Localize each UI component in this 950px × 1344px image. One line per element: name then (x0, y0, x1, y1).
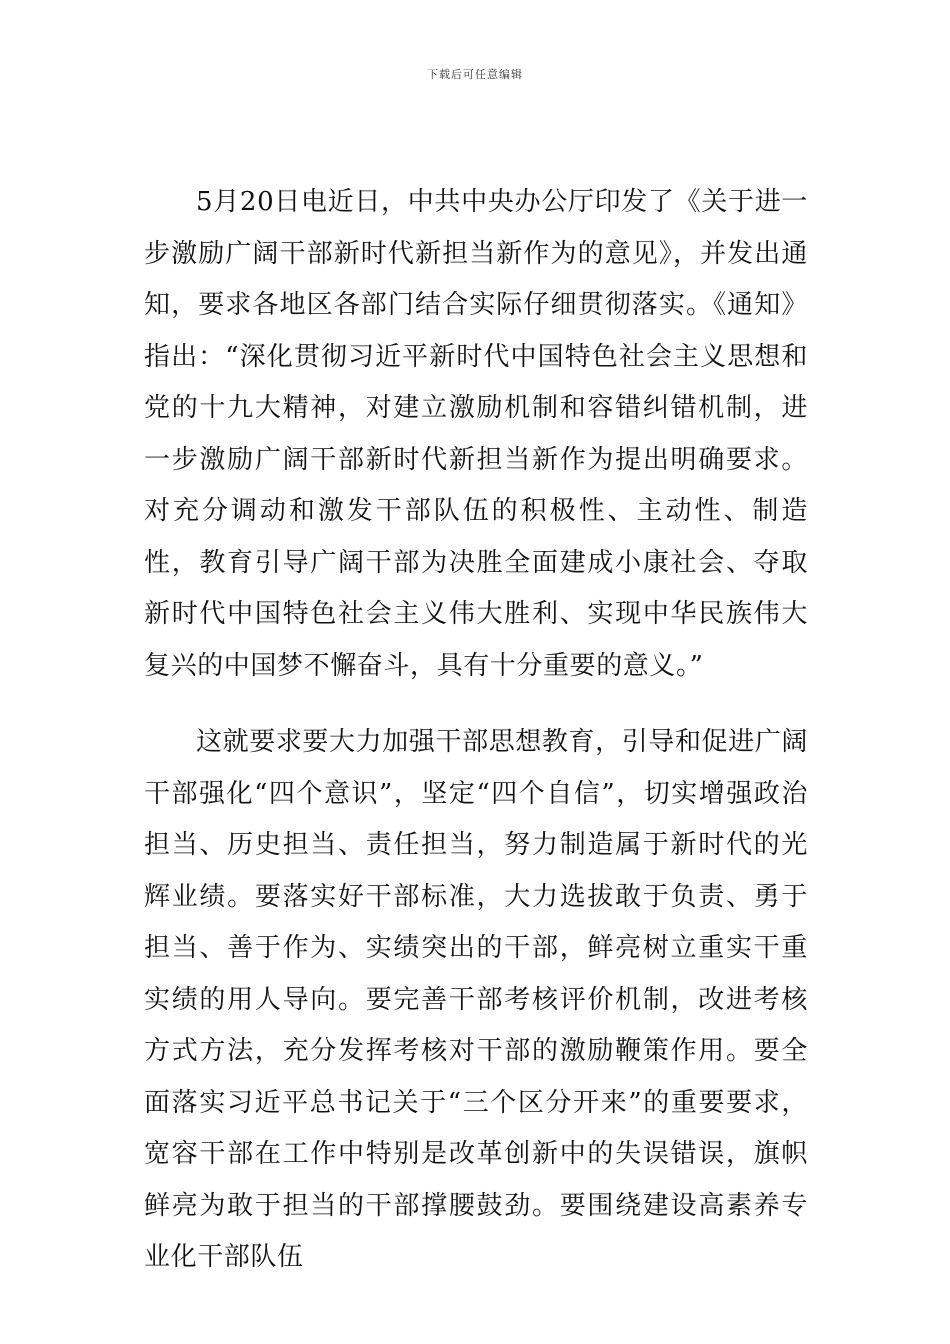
body-paragraph: 这就要求要大力加强干部思想教育，引导和促进广阔干部强化“四个意识”，坚定“四个自信”，切实增强政治担当、历史担当、责任担当，努力制造属于新时代的光辉业绩。要落实好干部标准，大力选拔敢于负责、勇于担当、善于作为、实绩突出的干部，鲜亮树立重实干重实绩的用人导向。要完善干部考核评价机制，改进考核方式方法，充分发挥考核对干部的激励鞭策作用。要全面落实习近平总书记关于“三个区分开来”的重要要求，宽容干部在工作中特别是改革创新中的失误错误，旗帜鲜亮为敢于担当的干部撑腰鼓劲。要围绕建设高素养专业化干部队伍 (144, 727, 808, 1272)
body-paragraph: 5月20日电近日，中共中央办公厅印发了《关于进一步激励广阔干部新时代新担当新作为的意见》，并发出通知，要求各地区各部门结合实际仔细贯彻落实。《通知》指出：“深化贯彻习近平新时代中国特色社会主义思想和党的十九大精神，对建立激励机制和容错纠错机制，进一步激励广阔干部新时代新担当新作为提出明确要求。对充分调动和激发干部队伍的积极性、主动性、制造性，教育引导广阔干部为决胜全面建成小康社会、夺取新时代中国特色社会主义伟大胜利、实现中华民族伟大复兴的中国梦不懈奋斗，具有十分重要的意义。” (144, 187, 808, 681)
page-header: 下载后可任意编辑 (427, 68, 523, 81)
